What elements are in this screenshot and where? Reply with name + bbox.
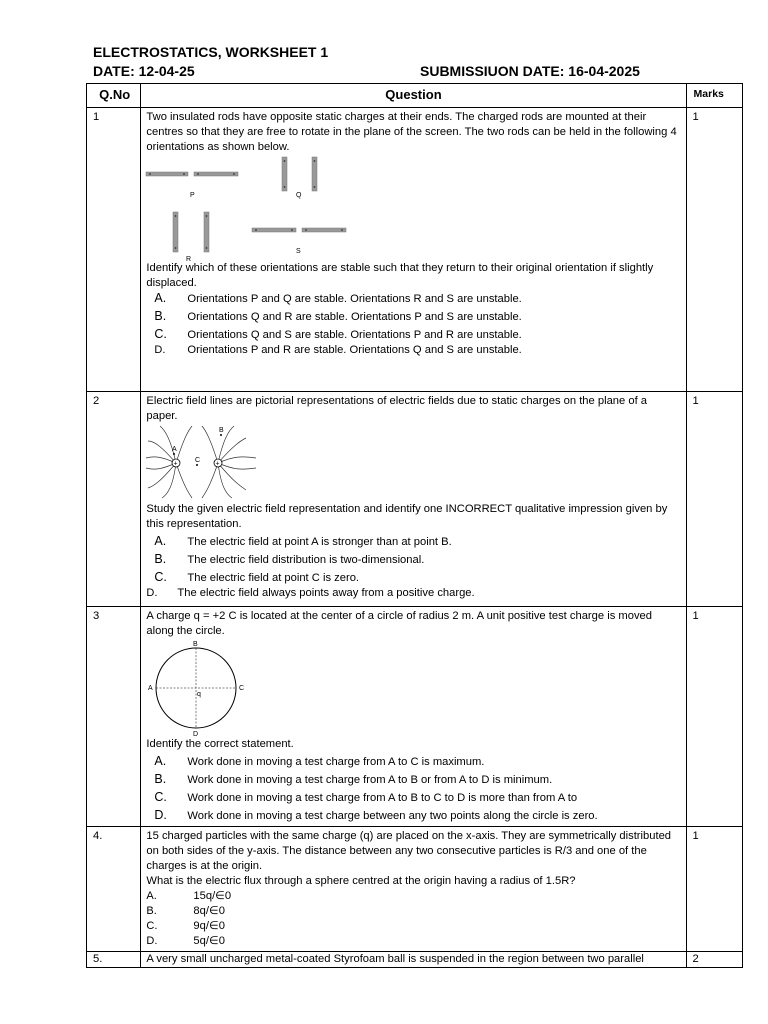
svg-text:+: + [215,460,220,468]
question-text: Two insulated rods have opposite static charges at their ends. The charged rods are mounted at their centres so that they are free to rotate in the plane of the screen. The two rods can be held in the following 4 orientations as shown below. [146,111,677,153]
option-d: D. Work done in moving a test charge between any two points along the circle is zero. [154,808,598,822]
question-cell [141,827,686,952]
label-a: A [172,446,178,453]
question-number: 2 [87,392,141,607]
submission-date: SUBMISSIUON DATE: 16-04-2025 [420,63,640,79]
table-row [87,827,743,952]
option-c: C. 9q/∈0 [146,920,225,932]
label-p: P [190,192,196,199]
option-a: A. Orientations P and Q are stable. Orientations R and S are unstable. [154,291,522,305]
label-c: C [195,457,201,464]
question-table [86,83,743,968]
rod-orientations-figure [146,157,366,263]
question-text: 15 charged particles with the same charge (q) are placed on the x-axis. They are symmetrically distributed on both sides of the y-axis. The distance between any two consecutive particles is R/3 and one of the charges is at the origin. [146,830,672,872]
circle-figure [146,641,246,738]
label-b: B [193,641,199,648]
header-marks: Marks [686,84,742,108]
option-b: B. Work done in moving a test charge from A to B or from A to D is minimum. [154,772,553,786]
header-qno: Q.No [87,84,141,108]
table-header-row [87,84,743,108]
table-row [87,392,743,607]
option-a: A. 15q/∈0 [146,890,232,902]
option-d: D. 5q/∈0 [146,935,225,947]
table-row [87,952,743,968]
svg-text:+: + [173,460,178,468]
question-prompt: Identify which of these orientations are stable such that they return to their original orientation if slightly displaced. [146,262,654,289]
field-lines-figure [146,426,266,498]
worksheet-date: DATE: 12-04-25 [93,63,195,79]
question-marks: 1 [686,392,742,607]
question-number: 3 [87,607,141,827]
question-cell [141,108,686,392]
label-r: R [186,256,192,263]
question-text: Electric field lines are pictorial representations of electric fields due to static charges on the plane of a paper. [146,395,648,422]
option-d: D. Orientations P and R are stable. Orientations Q and S are unstable. [154,344,522,356]
worksheet-title: ELECTROSTATICS, WORKSHEET 1 [93,44,329,60]
option-a: A. The electric field at point A is stronger than at point B. [154,534,452,548]
option-c: C. Orientations Q and S are stable. Orientations P and R are unstable. [154,327,522,341]
option-a: A. Work done in moving a test charge from A to C is maximum. [154,754,485,768]
question-marks: 1 [686,827,742,952]
label-a: A [148,685,154,692]
question-cell [141,392,686,607]
question-marks: 2 [686,952,742,968]
question-number: 5. [87,952,141,968]
label-d: D [193,731,199,738]
question-number: 1 [87,108,141,392]
option-b: B. Orientations Q and R are stable. Orientations P and S are unstable. [154,309,522,323]
question-prompt: Study the given electric field representation and identify one INCORRECT qualitative impression given by this representation. [146,503,668,530]
option-c: C. The electric field at point C is zero. [154,570,360,584]
question-prompt: What is the electric flux through a sphere centred at the origin having a radius of 1.5R? [146,875,576,887]
question-cell [141,952,686,968]
option-d: D. The electric field always points away from a positive charge. [146,587,475,599]
question-cell [141,607,686,827]
question-marks: 1 [686,108,742,392]
option-b: B. 8q/∈0 [146,905,225,917]
label-q: q [197,691,202,698]
option-c: C. Work done in moving a test charge from A to B to C to D is more than from A to [154,790,578,804]
question-prompt: Identify the correct statement. [146,738,294,750]
question-number: 4. [87,827,141,952]
label-q: Q [296,192,302,199]
option-b: B. The electric field distribution is two-dimensional. [154,552,425,566]
question-text: A very small uncharged metal-coated Styrofoam ball is suspended in the region between two parallel [146,953,644,965]
question-marks: 1 [686,607,742,827]
label-c: C [239,685,245,692]
header-question: Question [141,84,686,108]
table-row [87,108,743,392]
table-row [87,607,743,827]
question-text: A charge q = +2 C is located at the center of a circle of radius 2 m. A unit positive test charge is moved along the circle. [146,610,652,637]
label-b: B [219,427,225,434]
label-s: S [296,248,302,255]
